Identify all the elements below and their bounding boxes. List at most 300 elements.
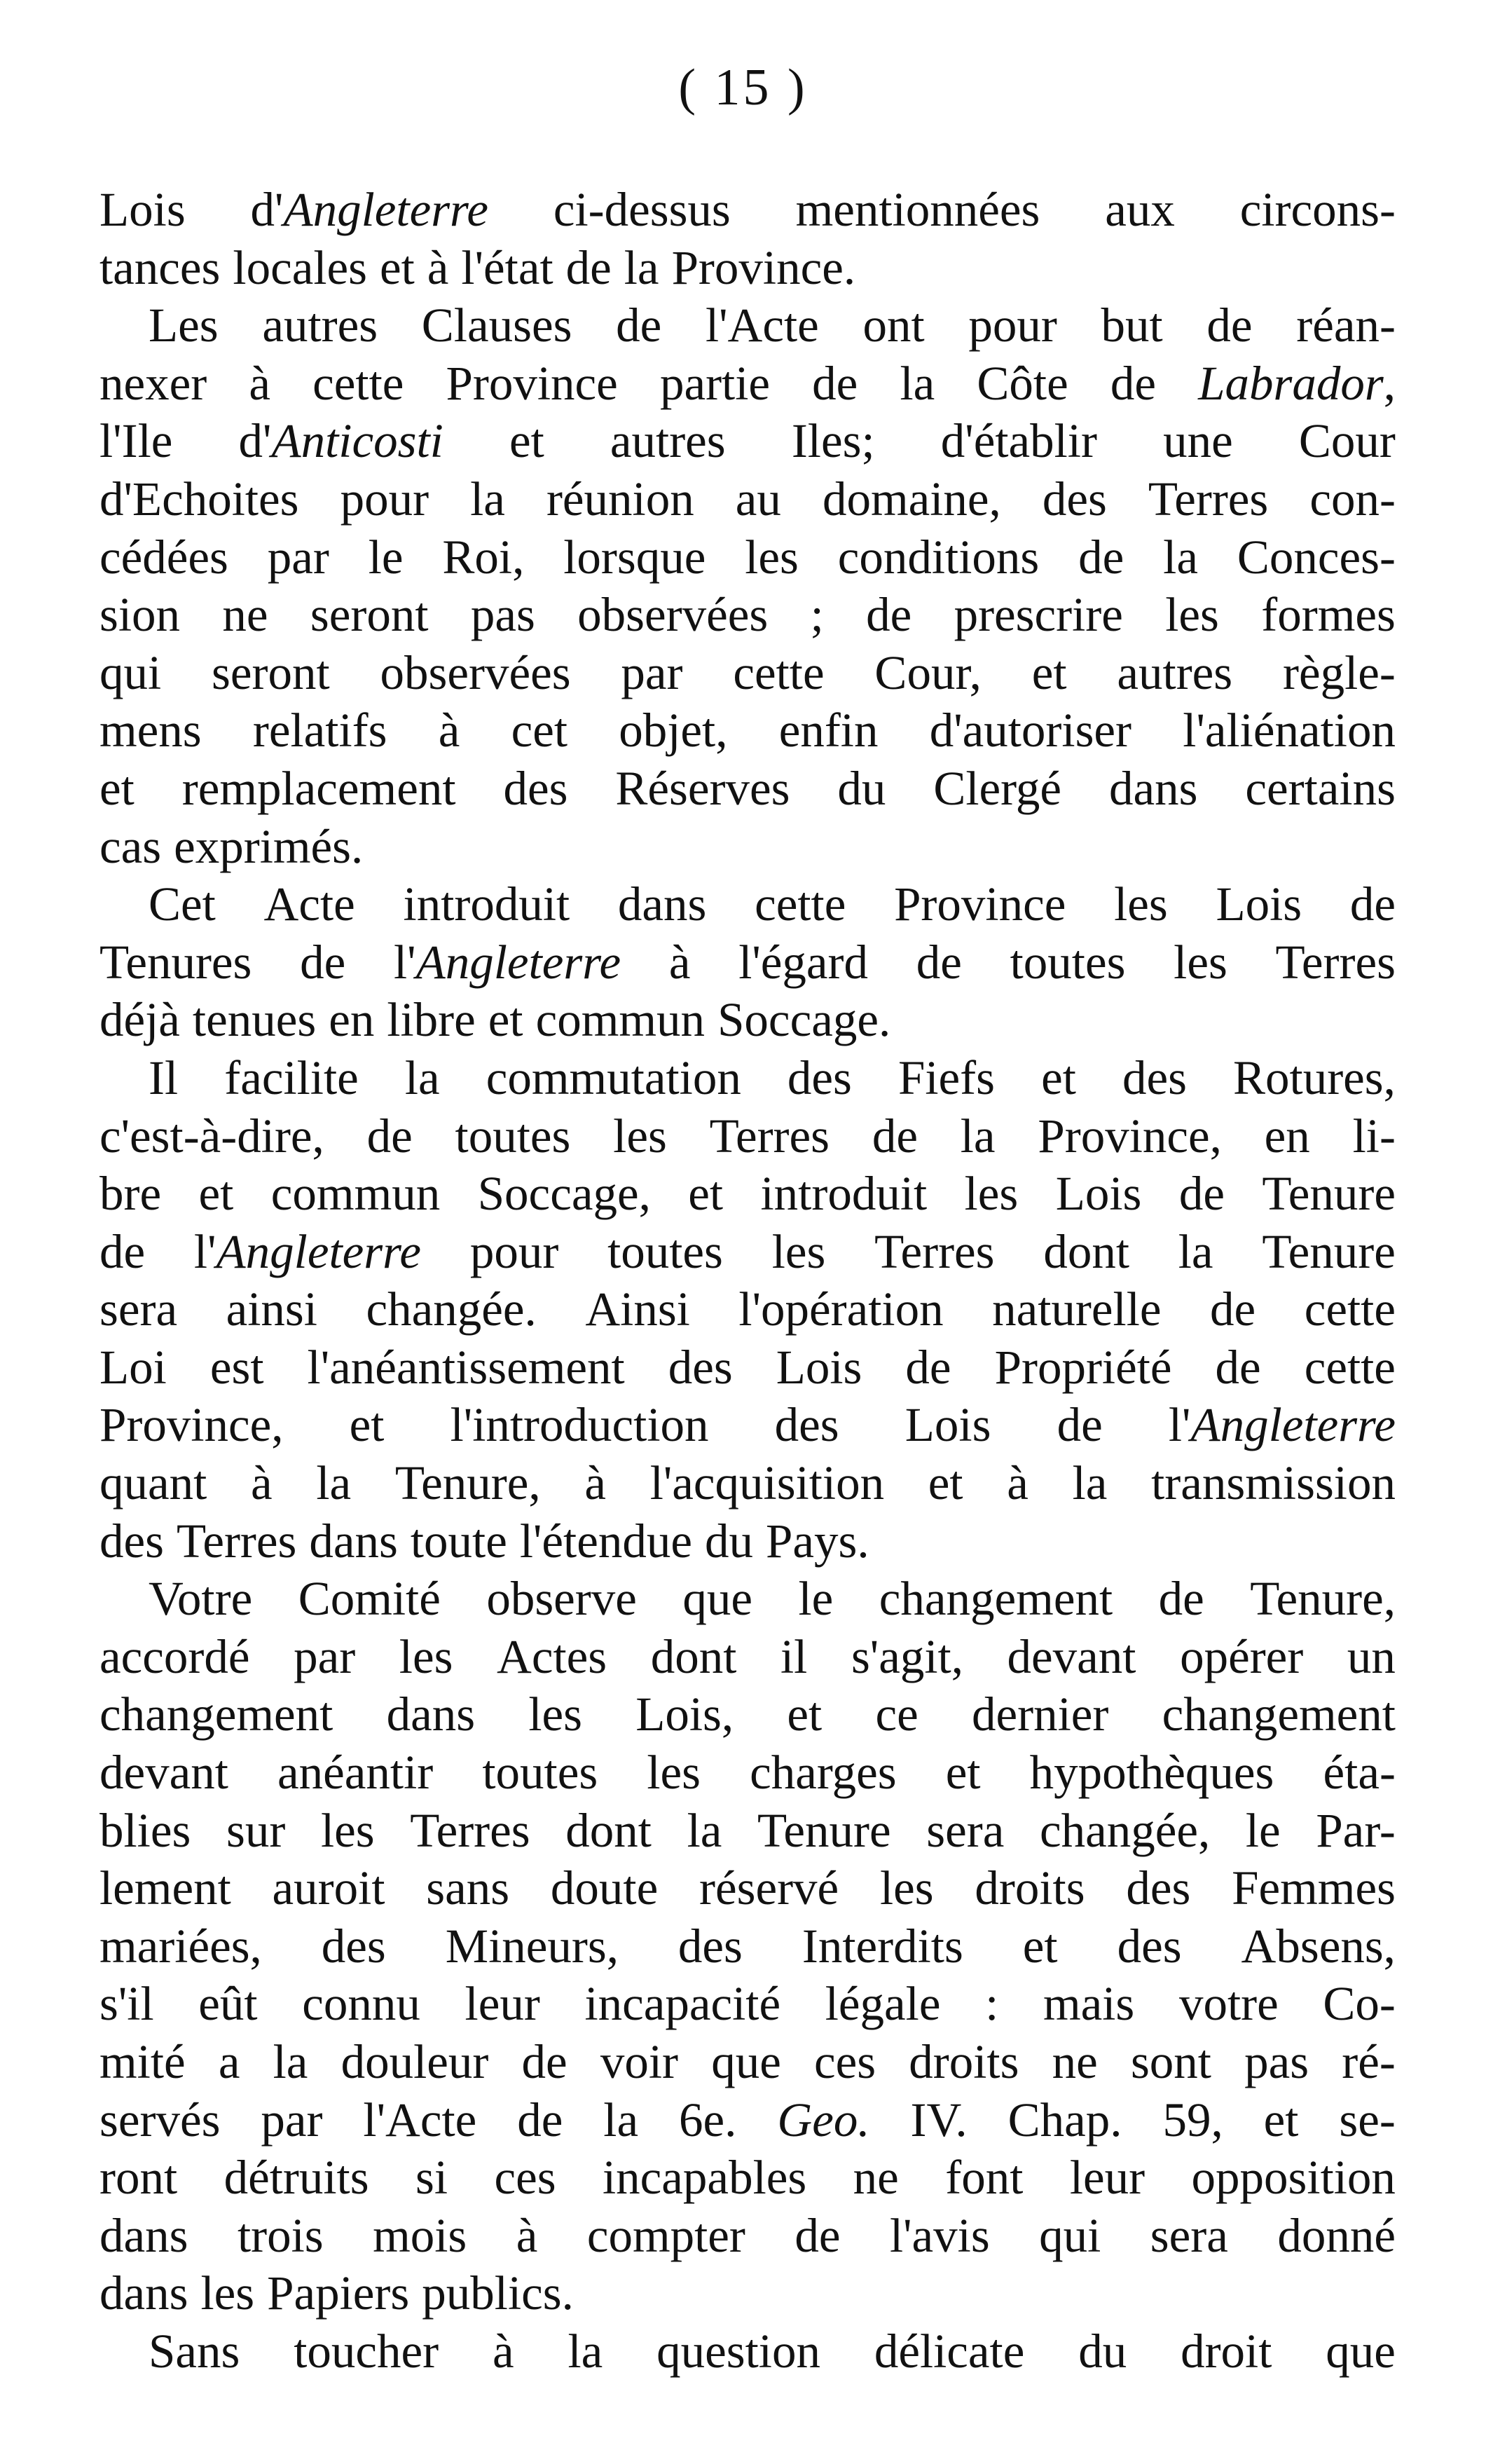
word: Acte — [263, 877, 355, 931]
word: Labrador, — [1198, 356, 1396, 410]
word: droit — [1181, 2324, 1272, 2378]
text-line — [99, 470, 1396, 528]
word: à — [584, 1456, 606, 1510]
text-line — [99, 412, 1396, 470]
word: l'opération — [738, 1282, 944, 1336]
word: Soccage. — [717, 993, 891, 1047]
word: la — [960, 1109, 996, 1163]
word: ne — [222, 588, 268, 642]
text-line — [99, 586, 1396, 644]
body-text — [99, 181, 1396, 2381]
word: d'établir — [940, 414, 1097, 468]
word: Province — [446, 356, 618, 410]
word: à — [251, 1456, 273, 1510]
word: a — [218, 2035, 240, 2088]
word: des — [1042, 472, 1107, 526]
word: Femmes — [1232, 1861, 1396, 1915]
word: domaine, — [822, 472, 1001, 526]
word: autres — [610, 414, 726, 468]
word: la — [1072, 1456, 1108, 1510]
word: bre — [99, 1167, 162, 1221]
word: pour — [340, 472, 429, 526]
word: cette — [755, 877, 846, 931]
word: Geo. — [777, 2093, 870, 2147]
word: par — [267, 530, 329, 584]
word: droits — [975, 1861, 1085, 1915]
word: une — [1163, 414, 1233, 468]
word: ainsi — [226, 1282, 317, 1336]
word: les — [1114, 877, 1168, 931]
word: droits — [909, 2035, 1019, 2088]
text-line — [99, 1570, 1396, 1628]
word: et — [509, 414, 544, 468]
word: s'agit, — [851, 1629, 963, 1683]
word: l'Angleterre — [394, 935, 621, 989]
word: réan- — [1296, 299, 1396, 353]
text-line — [99, 1396, 1396, 1454]
word: en — [329, 993, 375, 1047]
word: conditions — [837, 530, 1040, 584]
text-line — [99, 1685, 1396, 1744]
word: changée, — [1039, 1803, 1211, 1857]
word: toute — [410, 1514, 507, 1568]
word: les — [771, 1224, 826, 1278]
word: à — [668, 935, 691, 989]
text-line — [99, 1107, 1396, 1165]
word: quant — [99, 1456, 207, 1510]
word: Les — [149, 299, 219, 353]
text-line — [99, 1339, 1396, 1397]
word: Clergé — [933, 761, 1062, 815]
word: Ainsi — [585, 1282, 690, 1336]
word: le — [368, 530, 404, 584]
word: que — [711, 2035, 781, 2088]
word: de — [1057, 1398, 1103, 1452]
word: la — [567, 2324, 603, 2378]
word: votre — [1178, 1977, 1279, 2031]
word: Lois — [99, 183, 186, 236]
word: cette — [733, 645, 825, 699]
text-line — [99, 1802, 1396, 1860]
word: cette — [1304, 1340, 1396, 1394]
word: Côte — [977, 356, 1068, 410]
word: IV. — [910, 2093, 968, 2147]
word: mois — [373, 2208, 467, 2262]
word: question — [656, 2324, 820, 2378]
word: prescrire — [954, 588, 1123, 642]
word: la — [1178, 1224, 1213, 1278]
text-line — [99, 181, 1396, 239]
word: la — [404, 1050, 440, 1104]
word: les — [200, 2266, 255, 2320]
word: lorsque — [563, 530, 706, 584]
word: la — [900, 356, 935, 410]
word: de — [366, 1109, 413, 1163]
word: que — [682, 1572, 753, 1626]
word: et — [198, 1167, 234, 1221]
word: Lois — [904, 1398, 991, 1452]
word: Cour — [1298, 414, 1396, 468]
word: Chap. — [1007, 2093, 1122, 2147]
word: mais — [1043, 1977, 1135, 2031]
word: de — [565, 240, 612, 294]
word: d'Anticosti — [238, 414, 443, 468]
text-line — [99, 355, 1396, 413]
word: Iles; — [791, 414, 875, 468]
text-line — [99, 1917, 1396, 1976]
word: la — [603, 2093, 639, 2147]
word: l'anéantissement — [307, 1340, 625, 1394]
word: et — [379, 240, 415, 294]
word: la — [273, 2035, 308, 2088]
word: objet, — [619, 704, 728, 758]
word: opérer — [1180, 1629, 1304, 1683]
text-line — [99, 991, 1396, 1049]
word: toutes — [482, 1746, 598, 1800]
word: Terres — [709, 1109, 830, 1163]
word: Mineurs, — [445, 1919, 619, 1973]
word: les — [528, 1688, 582, 1741]
word: la — [1163, 530, 1198, 584]
word: locales — [233, 240, 367, 294]
word: et — [99, 761, 135, 815]
word: la — [687, 1803, 722, 1857]
word: ; — [810, 588, 824, 642]
word: des — [503, 761, 568, 815]
word: Comité — [298, 1572, 441, 1626]
word: que — [1326, 2324, 1396, 2378]
word: devant — [1007, 1629, 1136, 1683]
word: dans — [99, 2208, 188, 2262]
word: blies — [99, 1803, 191, 1857]
word: tances — [99, 240, 221, 294]
word: réunion — [546, 472, 694, 526]
word: changée. — [366, 1282, 537, 1336]
word: dans — [617, 877, 707, 931]
word: la — [470, 472, 505, 526]
word: changement — [99, 1688, 333, 1741]
text-line — [99, 818, 1396, 876]
word: commun — [270, 1167, 441, 1221]
word: la — [316, 1456, 352, 1510]
word: observées — [380, 645, 571, 699]
word: charges — [750, 1746, 897, 1800]
word: remplacement — [181, 761, 456, 815]
word: Tenures — [99, 935, 252, 989]
word: donné — [1277, 2208, 1396, 2262]
text-line — [99, 644, 1396, 702]
text-line — [99, 2149, 1396, 2207]
word: de — [1215, 1340, 1261, 1394]
word: pour — [469, 1224, 559, 1278]
word: et — [928, 1456, 963, 1510]
word: partie — [659, 356, 771, 410]
word: autres — [1117, 645, 1233, 699]
word: mens — [99, 704, 202, 758]
word: en — [1264, 1109, 1310, 1163]
word: à — [492, 2324, 514, 2378]
word: Conces- — [1237, 530, 1396, 584]
word: leur — [1069, 2151, 1146, 2205]
word: de — [517, 2093, 563, 2147]
word: ont — [862, 299, 925, 353]
word: dont — [565, 1803, 652, 1857]
word: eût — [198, 1977, 258, 2031]
word: Roi, — [442, 530, 525, 584]
word: et — [945, 1746, 981, 1800]
word: pour — [968, 299, 1057, 353]
word: déjà — [99, 993, 180, 1047]
text-line — [99, 239, 1396, 297]
word: Terres — [1275, 935, 1396, 989]
word: c'est-à-dire, — [99, 1109, 324, 1163]
word: des — [774, 1398, 839, 1452]
word: Sans — [149, 2324, 240, 2378]
word: l'Acte — [363, 2093, 477, 2147]
word: du — [837, 761, 886, 815]
word: les — [1174, 935, 1227, 989]
word: accordé — [99, 1629, 250, 1683]
word: réservé — [699, 1861, 839, 1915]
word: introduit — [403, 877, 570, 931]
word: toucher — [294, 2324, 439, 2378]
word: Terres — [874, 1224, 995, 1278]
word: les — [647, 1746, 701, 1800]
word: du — [1078, 2324, 1127, 2378]
word: de — [1078, 530, 1124, 584]
word: si — [415, 2151, 448, 2205]
text-line — [99, 933, 1396, 992]
word: de — [1210, 1282, 1256, 1336]
word: ci-dessus — [553, 183, 731, 236]
word: des — [668, 1340, 733, 1394]
word: les — [1165, 588, 1219, 642]
word: compter — [586, 2208, 745, 2262]
word: d'Echoites — [99, 472, 299, 526]
word: de — [1206, 299, 1253, 353]
word: commun — [535, 993, 706, 1047]
word: Loi — [99, 1340, 167, 1394]
word: publics. — [422, 2266, 574, 2320]
word: formes — [1261, 588, 1396, 642]
word: détruits — [223, 2151, 369, 2205]
word: se- — [1339, 2093, 1396, 2147]
word: de — [1178, 1167, 1225, 1221]
word: par — [261, 2093, 323, 2147]
word: autres — [262, 299, 378, 353]
word: Il — [149, 1050, 179, 1104]
word: l'Angleterre — [193, 1224, 422, 1278]
word: Pays. — [765, 1514, 869, 1568]
word: qui — [1039, 2208, 1101, 2262]
word: pas — [470, 588, 535, 642]
word: exprimés. — [174, 819, 364, 873]
word: de — [300, 935, 346, 989]
word: sera — [1150, 2208, 1228, 2262]
word: sans — [426, 1861, 510, 1915]
word: dont — [1043, 1224, 1129, 1278]
word: Papiers — [267, 2266, 410, 2320]
word: l'état — [461, 240, 553, 294]
word: délicate — [874, 2324, 1025, 2378]
word: trois — [237, 2208, 324, 2262]
word: Province, — [99, 1398, 284, 1452]
word: facilite — [224, 1050, 359, 1104]
word: sur — [226, 1803, 286, 1857]
word: connu — [302, 1977, 420, 2031]
word: mité — [99, 2035, 186, 2088]
word: le — [1245, 1803, 1281, 1857]
word: de — [812, 356, 858, 410]
word: Cour, — [874, 645, 982, 699]
word: par — [621, 645, 683, 699]
word: cette — [1304, 1282, 1396, 1336]
word: Lois — [1055, 1167, 1142, 1221]
word: la — [624, 240, 659, 294]
word: sion — [99, 588, 181, 642]
word: Tenure — [757, 1803, 891, 1857]
text-line — [99, 2264, 1396, 2322]
word: ront — [99, 2151, 178, 2205]
word: Co- — [1323, 1977, 1396, 2031]
text-line — [99, 1049, 1396, 1107]
word: servés — [99, 2093, 221, 2147]
word: qui — [99, 645, 162, 699]
text-line — [99, 528, 1396, 587]
word: observées — [577, 588, 769, 642]
word: Par- — [1316, 1803, 1396, 1857]
text-line — [99, 2322, 1396, 2381]
word: est — [209, 1340, 264, 1394]
word: de — [1110, 356, 1156, 410]
word: l'acquisition — [649, 1456, 885, 1510]
text-line — [99, 2091, 1396, 2149]
word: naturelle — [992, 1282, 1162, 1336]
word: au — [735, 472, 781, 526]
word: Province — [894, 877, 1066, 931]
word: dont — [650, 1629, 737, 1683]
word: des — [1126, 1861, 1191, 1915]
word: des — [677, 1919, 743, 1973]
word: libre — [387, 993, 476, 1047]
word: les — [613, 1109, 667, 1163]
word: : — [985, 1977, 999, 2031]
word: relatifs — [252, 704, 387, 758]
word: transmission — [1151, 1456, 1396, 1510]
word: con- — [1309, 472, 1396, 526]
word: toutes — [1010, 935, 1126, 989]
word: voir — [600, 2035, 679, 2088]
word: Réserves — [615, 761, 790, 815]
word: mariées, — [99, 1919, 262, 1973]
word: auroit — [272, 1861, 385, 1915]
word: l'introduction — [450, 1398, 709, 1452]
word: seront — [212, 645, 330, 699]
word: à — [427, 240, 449, 294]
word: Clauses — [421, 299, 572, 353]
word: l'étendue — [519, 1514, 692, 1568]
text-line — [99, 875, 1396, 933]
word: légale — [825, 1977, 941, 2031]
word: Lois — [1216, 877, 1302, 931]
word: règle- — [1283, 645, 1396, 699]
word: par — [294, 1629, 356, 1683]
word: de — [99, 1224, 146, 1278]
word: devant — [99, 1746, 228, 1800]
word: changement — [1162, 1688, 1396, 1741]
word: Soccage, — [477, 1167, 651, 1221]
word: d'autoriser — [929, 704, 1132, 758]
word: introduit — [760, 1167, 928, 1221]
word: des — [321, 1919, 386, 1973]
word: et — [1022, 1919, 1058, 1973]
word: un — [1347, 1629, 1396, 1683]
word: font — [945, 2151, 1024, 2205]
word: de — [905, 1340, 951, 1394]
word: et — [688, 1167, 724, 1221]
text-line — [99, 296, 1396, 355]
word: à — [516, 2208, 538, 2262]
text-line — [99, 1223, 1396, 1281]
word: de — [521, 2035, 567, 2088]
word: dernier — [971, 1688, 1109, 1741]
word: l'Acte — [705, 299, 819, 353]
word: s'il — [99, 1977, 154, 2031]
word: but — [1101, 299, 1163, 353]
word: pas — [1244, 2035, 1309, 2088]
word: incapables — [603, 2151, 807, 2205]
word: enfin — [778, 704, 879, 758]
word: dans — [99, 2266, 188, 2320]
text-line — [99, 1975, 1396, 2033]
word: hypothèques — [1029, 1746, 1274, 1800]
word: les — [320, 1803, 375, 1857]
word: li- — [1352, 1109, 1396, 1163]
word: cette — [312, 356, 404, 410]
word: du — [704, 1514, 753, 1568]
word: Terres — [1148, 472, 1269, 526]
word: incapacité — [584, 1977, 781, 2031]
word: il — [780, 1629, 808, 1683]
word: et — [488, 993, 523, 1047]
word: ces — [494, 2151, 556, 2205]
word: observe — [486, 1572, 637, 1626]
word: Rotures, — [1233, 1050, 1396, 1104]
word: Province. — [671, 240, 856, 294]
text-line — [99, 701, 1396, 760]
word: doute — [550, 1861, 659, 1915]
word: toutes — [607, 1224, 723, 1278]
word: lement — [99, 1861, 231, 1915]
word: le — [798, 1572, 834, 1626]
word: à — [1007, 1456, 1028, 1510]
word: des — [787, 1050, 852, 1104]
word: aux — [1105, 183, 1175, 236]
text-line — [99, 1454, 1396, 1512]
word: sera — [99, 1282, 178, 1336]
word: ne — [853, 2151, 899, 2205]
word: éta- — [1323, 1746, 1396, 1800]
word: et — [1041, 1050, 1076, 1104]
word: Province, — [1038, 1109, 1222, 1163]
word: Terres — [176, 1514, 297, 1568]
word: de — [616, 299, 662, 353]
word: anéantir — [277, 1746, 434, 1800]
word: Cet — [149, 877, 216, 931]
word: leur — [465, 1977, 540, 2031]
word: et — [787, 1688, 823, 1741]
word: Terres — [410, 1803, 530, 1857]
